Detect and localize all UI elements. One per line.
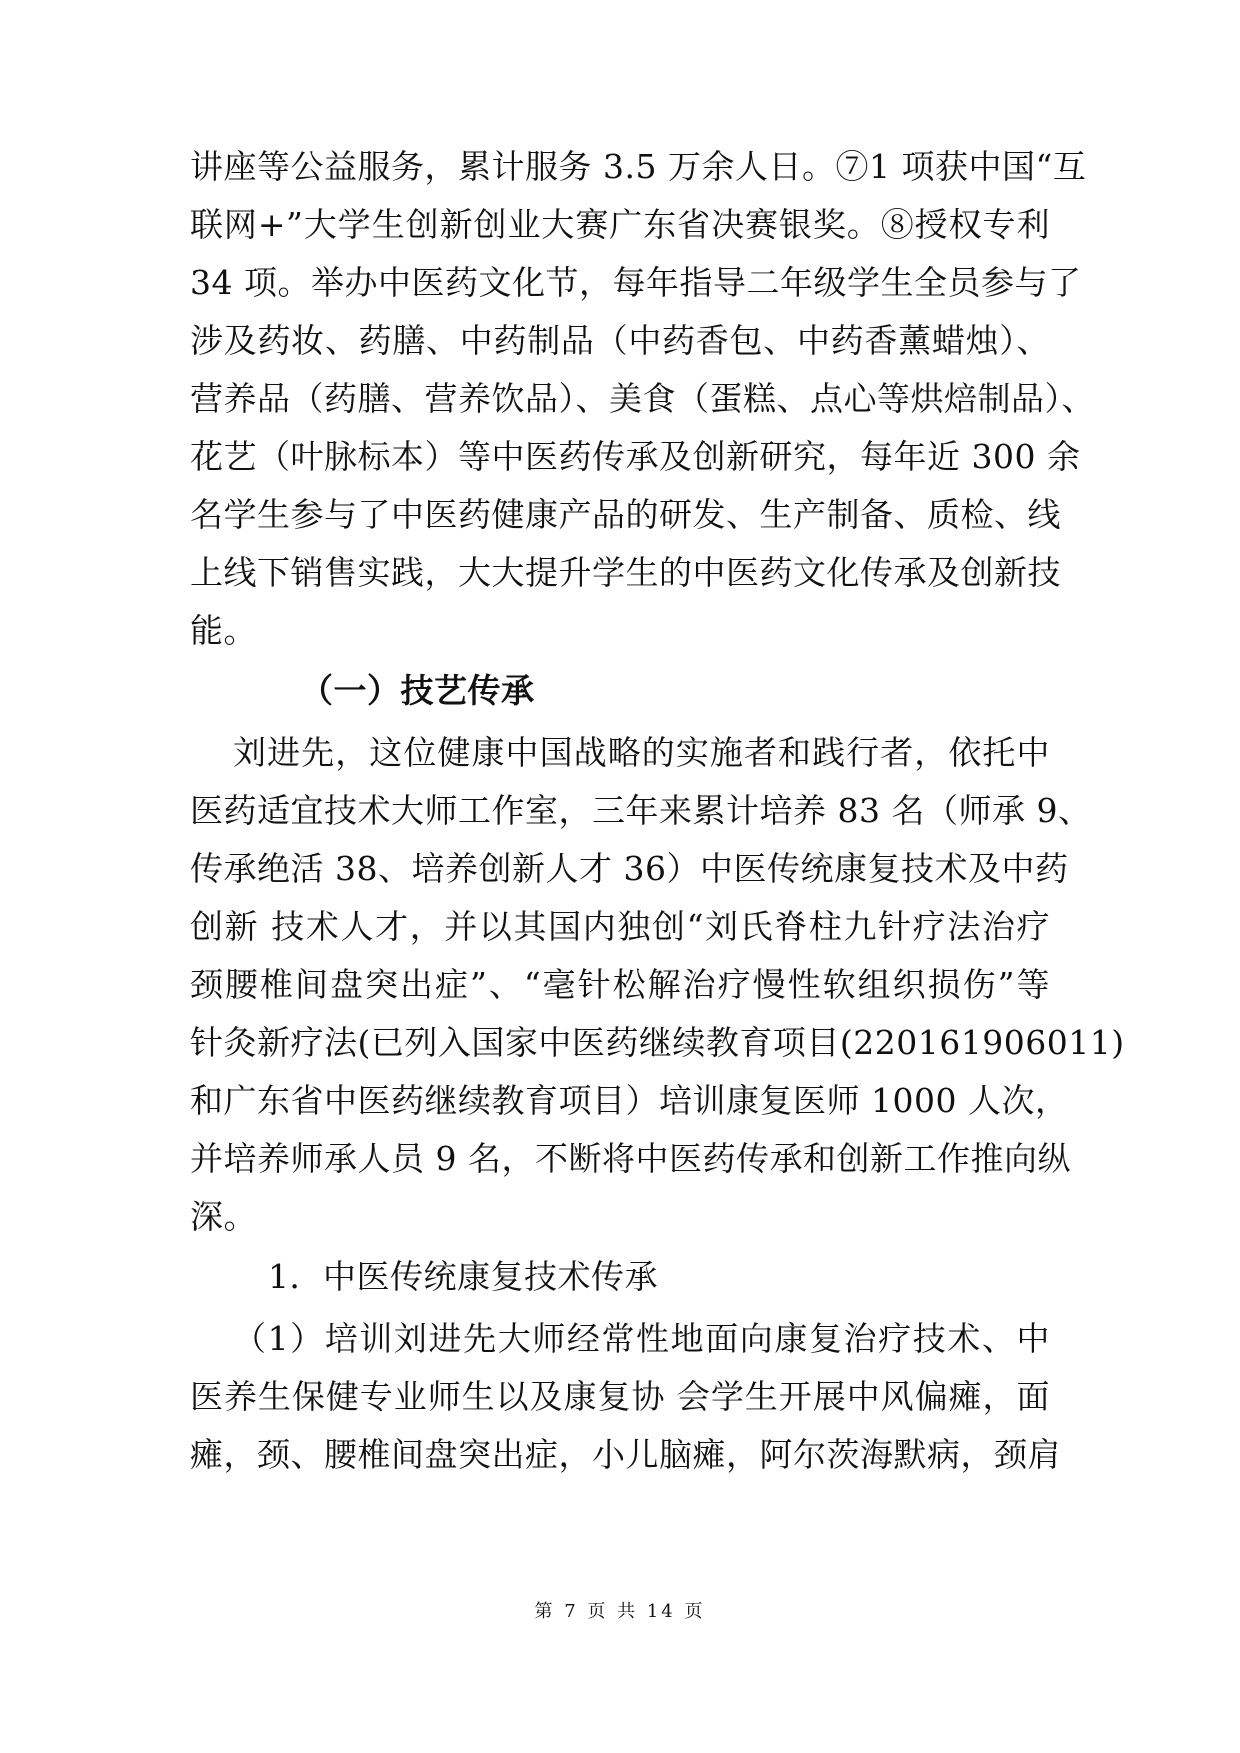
body-line-13: 传承绝活 38、培养创新人才 36）中医传统康复技术及中药 — [190, 849, 1069, 888]
body-line-1: 讲座等公益服务，累计服务 3.5 万余人日。⑦1 项获中国“互 — [190, 147, 1087, 186]
body-line-4: 涉及药妆、药膳、中药制品（中药香包、中药香薰蜡烛）、 — [190, 321, 1050, 360]
body-line-9: 能。 — [190, 611, 257, 650]
body-line-12: 医药适宜技术大师工作室，三年来累计培养 83 名（师承 9、 — [190, 791, 1092, 830]
body-line-3: 34 项。举办中医药文化节，每年指导二年级学生全员参与了 — [190, 263, 1082, 302]
body-line-2: 联网+”大学生创新创业大赛广东省决赛银奖。⑧授权专利 — [190, 205, 1050, 244]
body-line-16: 针灸新疗法(已列入国家中医药继续教育项目(220161906011) — [190, 1023, 1125, 1062]
body-line-19: 深。 — [190, 1197, 257, 1236]
page-footer: 第 7 页 共 14 页 — [534, 1601, 706, 1622]
body-line-8: 上线下销售实践，大大提升学生的中医药文化传承及创新技 — [190, 553, 1061, 592]
body-line-21: （1）培训刘进先大师经常性地面向康复治疗技术、中 — [233, 1319, 1050, 1358]
body-line-11: 刘进先，这位健康中国战略的实施者和践行者，依托中 — [233, 733, 1050, 772]
body-line-7: 名学生参与了中医药健康产品的研发、生产制备、质检、线 — [190, 495, 1061, 534]
subsection-heading: 1．中医传统康复技术传承 — [268, 1257, 658, 1296]
body-line-5: 营养品（药膳、营养饮品）、美食（蛋糕、点心等烘焙制品）、 — [190, 379, 1095, 418]
body-line-14: 创新 技术人才，并以其国内独创“刘氏脊柱九针疗法治疗 — [190, 907, 1050, 946]
section-heading: （一）技艺传承 — [300, 671, 535, 710]
body-line-17: 和广东省中医药继续教育项目）培训康复医师 1000 人次， — [190, 1081, 1069, 1120]
body-line-22: 医养生保健专业师生以及康复协 会学生开展中风偏瘫，面 — [190, 1377, 1050, 1416]
body-line-15: 颈腰椎间盘突出症”、“毫针松解治疗慢性软组织损伤”等 — [190, 965, 1050, 1004]
body-line-6: 花艺（叶脉标本）等中医药传承及创新研究，每年近 300 余 — [190, 437, 1081, 476]
body-line-18: 并培养师承人员 9 名，不断将中医药传承和创新工作推向纵 — [190, 1139, 1071, 1178]
body-line-23: 瘫，颈、腰椎间盘突出症，小儿脑瘫，阿尔茨海默病，颈肩 — [190, 1435, 1061, 1474]
